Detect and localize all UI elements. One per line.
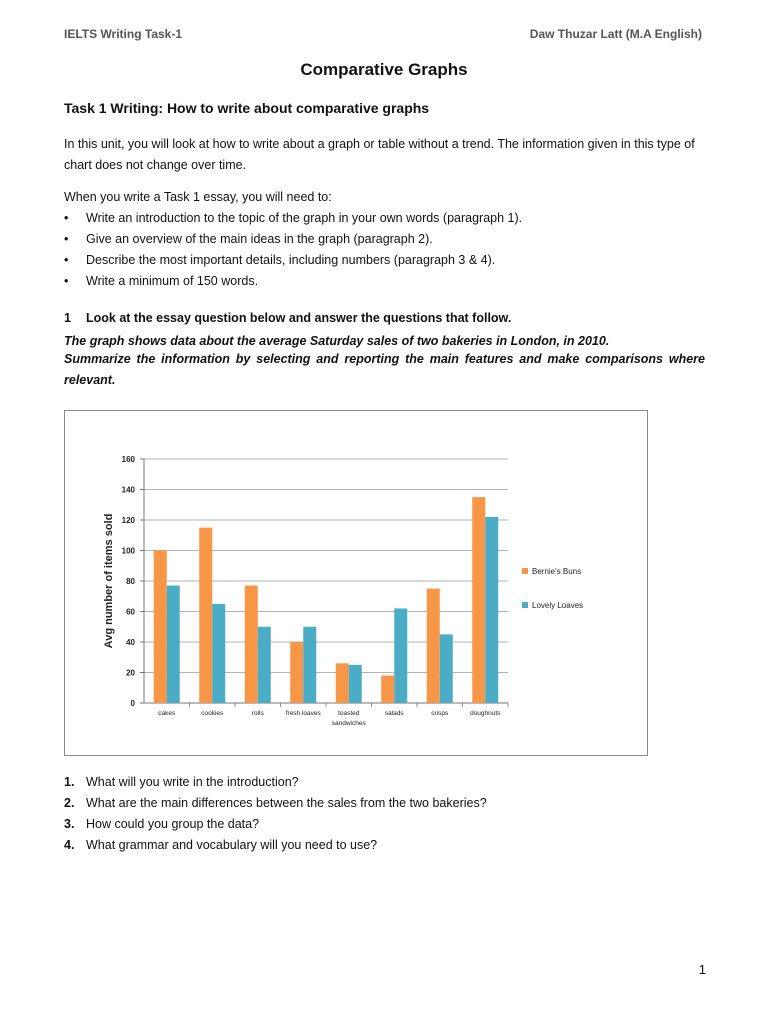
question-number: 2.	[64, 796, 75, 810]
section-subtitle: Task 1 Writing: How to write about comparative graphs	[64, 100, 430, 116]
legend-label: Bernie's Buns	[532, 567, 582, 576]
bar-lovely-loaves	[258, 627, 271, 703]
x-tick-label: toasted	[338, 710, 360, 717]
bar-lovely-loaves	[167, 586, 180, 703]
requirements-list	[64, 208, 705, 292]
y-tick-label: 160	[121, 455, 135, 464]
list-item: • Describe the most important details, including numbers (paragraph 3 & 4).	[64, 250, 705, 271]
bar-bernies-buns	[427, 589, 440, 703]
y-tick-label: 80	[126, 577, 135, 586]
page-number: 1	[698, 962, 706, 977]
y-tick-label: 0	[130, 699, 135, 708]
question-list	[64, 772, 487, 856]
y-tick-label: 140	[121, 485, 135, 495]
question-text: What grammar and vocabulary will you need to use?	[86, 838, 378, 852]
y-axis-label: Avg number of items sold	[103, 513, 115, 649]
list-item	[64, 772, 487, 793]
exercise-number: 1	[64, 311, 71, 325]
exercise-heading	[64, 311, 511, 325]
list-item: • Give an overview of the main ideas in the graph (paragraph 2).	[64, 229, 705, 250]
bar-lovely-loaves	[303, 627, 316, 703]
list-item	[64, 814, 487, 835]
bar-chart-frame	[64, 410, 648, 756]
list-item	[64, 793, 487, 814]
y-tick-label: 100	[121, 546, 135, 556]
legend-label: Lovely Loaves	[532, 601, 584, 610]
list-item	[64, 835, 487, 856]
question-number: 3.	[64, 817, 75, 831]
question-text: What will you write in the introduction?	[86, 775, 299, 789]
list-item: • Write an introduction to the topic of the graph in your own words (paragraph 1).	[64, 208, 705, 229]
bar-lovely-loaves	[349, 665, 362, 703]
bar-lovely-loaves	[394, 608, 407, 703]
x-tick-label: fresh loaves	[285, 710, 321, 717]
essay-prompt-description: The graph shows data about the average Saturday sales of two bakeries in London, in 2010.	[64, 334, 610, 348]
essay-prompt-instruction: Summarize the information by selecting and reporting the main features and make comparisons where relevant.	[64, 352, 705, 387]
y-tick-label: 120	[121, 516, 135, 525]
intro-paragraph: In this unit, you will look at how to write about a graph or table without a trend. The information given in this type of chart does not change over time.	[64, 137, 695, 172]
bar-bernies-buns	[245, 586, 258, 703]
y-tick-label: 40	[126, 638, 135, 647]
y-tick-label: 20	[126, 668, 135, 678]
x-tick-label: doughnuts	[470, 710, 501, 717]
x-tick-label: sandwiches	[331, 720, 366, 727]
x-tick-label: cakes	[158, 710, 176, 717]
bar-chart	[65, 411, 649, 757]
header-author: Daw Thuzar Latt (M.A English)	[529, 27, 702, 41]
bar-bernies-buns	[381, 676, 394, 703]
page-title: Comparative Graphs	[300, 60, 468, 79]
bar-bernies-buns	[336, 663, 349, 703]
x-tick-label: cookies	[201, 710, 224, 717]
requirements-intro: When you write a Task 1 essay, you will need to:	[64, 190, 332, 204]
legend-swatch	[522, 602, 528, 608]
question-number: 4.	[64, 838, 75, 852]
x-tick-label: salads	[384, 710, 404, 717]
x-tick-label: rolls	[251, 710, 264, 717]
bar-bernies-buns	[290, 642, 303, 703]
bar-lovely-loaves	[485, 517, 498, 703]
x-tick-label: crisps	[431, 710, 449, 717]
exercise-heading-text: Look at the essay question below and answer the questions that follow.	[86, 311, 512, 325]
bar-bernies-buns	[472, 497, 485, 703]
question-text: How could you group the data?	[86, 817, 260, 831]
legend-swatch	[522, 568, 528, 574]
question-number: 1.	[64, 775, 75, 789]
y-tick-label: 60	[126, 607, 135, 617]
bar-lovely-loaves	[212, 604, 225, 703]
header-course-title: IELTS Writing Task-1	[64, 27, 183, 41]
bar-lovely-loaves	[440, 634, 453, 703]
bar-bernies-buns	[154, 551, 167, 704]
bar-bernies-buns	[199, 528, 212, 703]
question-text: What are the main differences between the sales from the two bakeries?	[86, 796, 487, 810]
list-item: • Write a minimum of 150 words.	[64, 271, 705, 292]
